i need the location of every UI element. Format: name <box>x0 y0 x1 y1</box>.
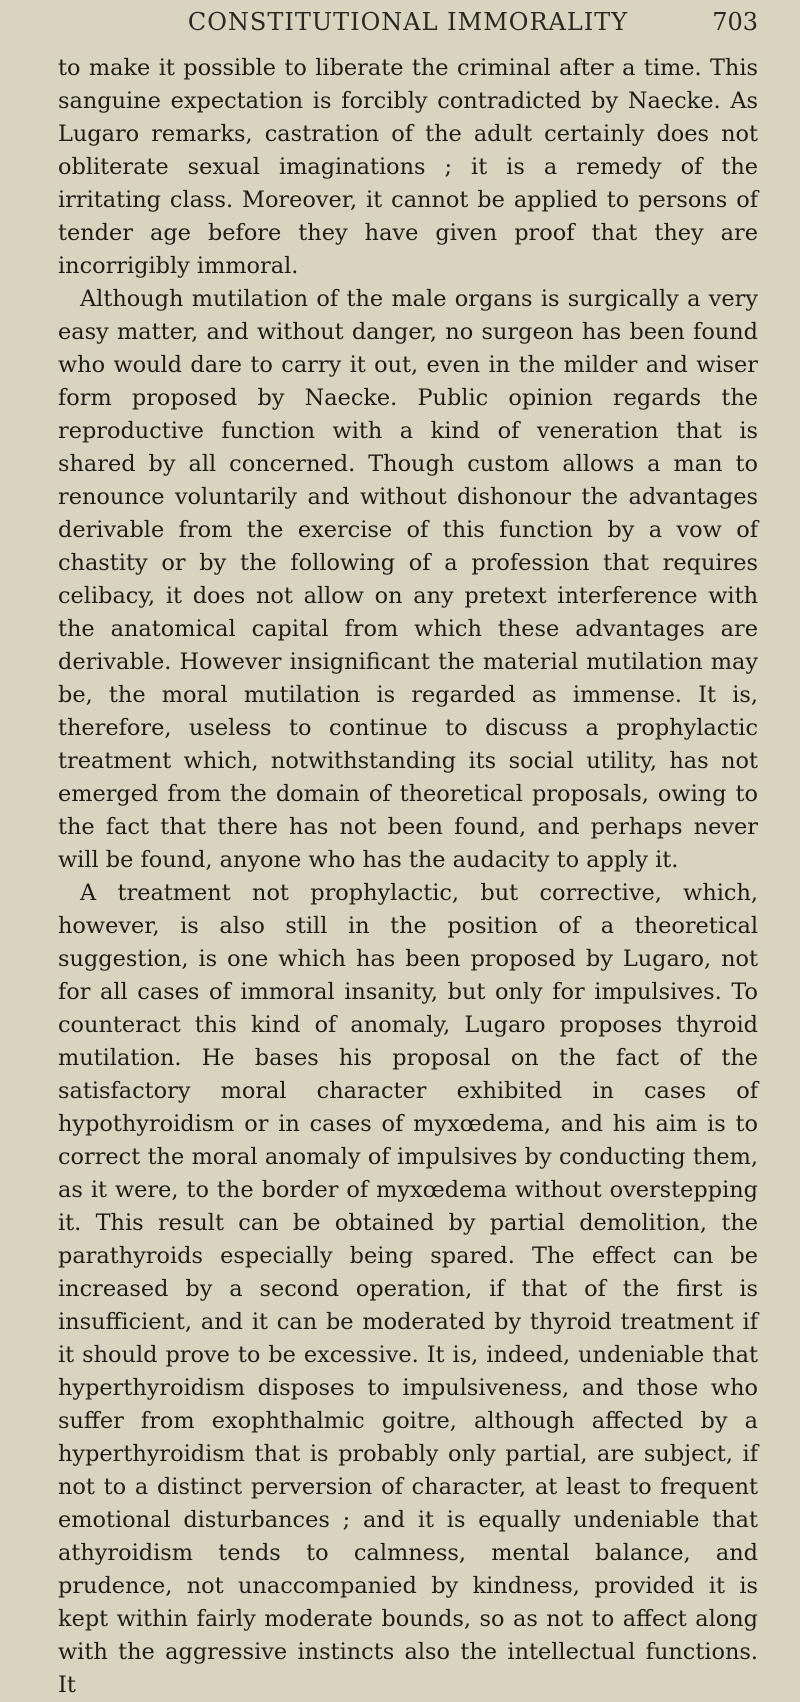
running-head <box>58 0 758 52</box>
page-number: 703 <box>712 8 758 36</box>
running-title: CONSTITUTIONAL IMMORALITY <box>187 8 629 36</box>
paragraph-continuation: to make it possible to liberate the criminal after a time. This sanguine expectation is forcibly contradicted by Naecke. As Lugaro remarks, castration of the adult certainly does not obliterate sexual imaginations ; it is a remedy of the irritating class. Moreover, it cannot be applied to persons of tender age before they have given proof that they are incorrigibly immoral. <box>58 55 758 279</box>
paragraph-surgical-mutilation: Although mutilation of the male organs is surgically a very easy matter, and without danger, no surgeon has been found who would dare to carry it out, even in the milder and wiser form proposed by Naecke. Public opinion regards the reproductive function with a kind of veneration that is shared by all concerned. Though custom allows a man to renounce voluntarily and without dishonour the advantages derivable from the exercise of this function by a vow of chastity or by the following of a profession that requires celibacy, it does not allow on any pretext interference with the anatomical capital from which these advantages are derivable. However insignificant the material mutilation may be, the moral mutilation is regarded as immense. It is, therefore, useless to continue to discuss a prophylactic treatment which, notwithstanding its social utility, has not emerged from the domain of theoretical proposals, owing to the fact that there has not been found, and perhaps never will be found, anyone who has the audacity to apply it. <box>58 286 758 873</box>
paragraph-thyroid-treatment: A treatment not prophylactic, but corrective, which, however, is also still in the position of a theoretical suggestion, is one which has been proposed by Lugaro, not for all cases of immoral insanity, but only for impulsives. To counteract this kind of anomaly, Lugaro proposes thyroid mutilation. He bases his proposal on the fact of the satisfactory moral character exhibited in cases of hypothyroidism or in cases of myxœdema, and his aim is to correct the moral anomaly of impulsives by conducting them, as it were, to the border of myxœdema without overstepping it. This result can be obtained by partial demolition, the parathyroids especially being spared. The effect can be increased by a second operation, if that of the first is insufficient, and it can be moderated by thyroid treatment if it should prove to be excessive. It is, indeed, undeniable that hyperthyroidism disposes to impulsiveness, and those who suffer from exophthalmic goitre, although affected by a hyperthyroidism that is probably only partial, are subject, if not to a distinct perversion of character, at least to frequent emotional disturbances ; and it is equally undeniable that athyroidism tends to calmness, mental balance, and prudence, not unaccompanied by kindness, provided it is kept within fairly moderate bounds, so as not to affect along with the aggressive instincts also the intellectual functions. It <box>58 880 758 1698</box>
body-text <box>58 52 758 1702</box>
